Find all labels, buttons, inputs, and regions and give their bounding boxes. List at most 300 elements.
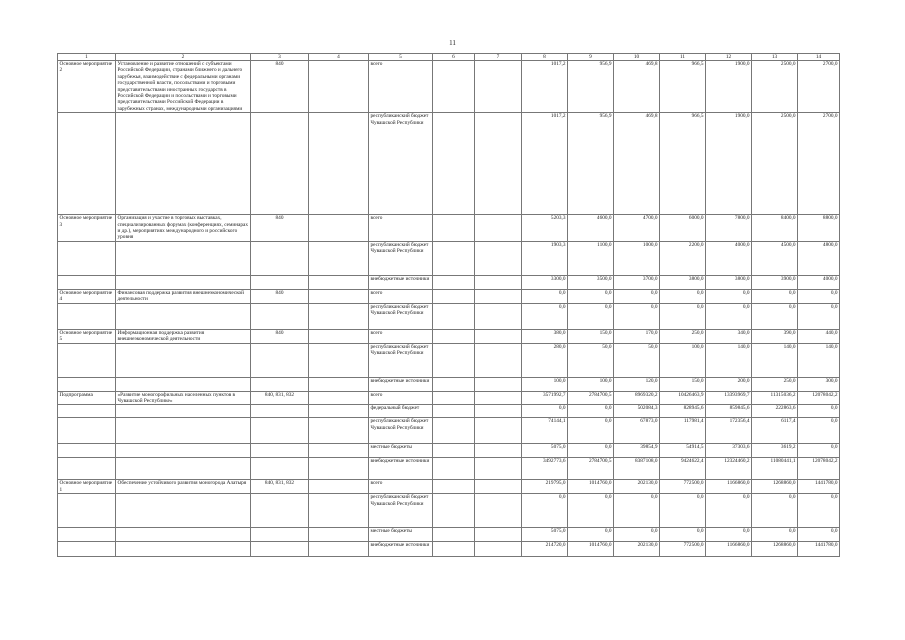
cell-c4 bbox=[309, 113, 369, 215]
cell-c1 bbox=[58, 241, 116, 275]
cell-c5: всего bbox=[369, 391, 433, 405]
cell-c2 bbox=[116, 458, 251, 480]
cell-c6 bbox=[433, 494, 475, 528]
table-row bbox=[58, 405, 840, 418]
value-cell: 4500,0 bbox=[752, 241, 798, 275]
cell-c7 bbox=[475, 289, 522, 303]
cell-c1 bbox=[58, 458, 116, 480]
cell-c6 bbox=[433, 215, 475, 242]
value-cell: 0,0 bbox=[752, 494, 798, 528]
table-row bbox=[58, 215, 840, 242]
value-cell: 12078042,2 bbox=[798, 458, 840, 480]
value-cell: 0,0 bbox=[568, 494, 614, 528]
value-cell: 0,0 bbox=[660, 303, 706, 329]
cell-c7 bbox=[475, 61, 522, 113]
cell-c1: Основное мероприятие 2 bbox=[58, 61, 116, 113]
cell-c1: Основное мероприятие 3 bbox=[58, 215, 116, 242]
value-cell: 1166860,0 bbox=[706, 542, 752, 557]
column-number: 13 bbox=[752, 54, 798, 61]
cell-c7 bbox=[475, 542, 522, 557]
cell-c3 bbox=[251, 377, 309, 391]
column-number: 2 bbox=[116, 54, 251, 61]
value-cell: 5075,0 bbox=[522, 528, 568, 542]
cell-c5: внебюджетные источники bbox=[369, 458, 433, 480]
value-cell: 3571992,7 bbox=[522, 391, 568, 405]
cell-c1 bbox=[58, 113, 116, 215]
cell-c2 bbox=[116, 494, 251, 528]
cell-c6 bbox=[433, 113, 475, 215]
cell-c6 bbox=[433, 329, 475, 343]
cell-c1 bbox=[58, 418, 116, 444]
cell-c5: всего bbox=[369, 215, 433, 242]
value-cell: 2200,0 bbox=[660, 241, 706, 275]
column-number: 7 bbox=[475, 54, 522, 61]
value-cell: 956,9 bbox=[568, 113, 614, 215]
cell-c7 bbox=[475, 528, 522, 542]
cell-c2 bbox=[116, 405, 251, 418]
cell-c3 bbox=[251, 303, 309, 329]
value-cell: 4000,0 bbox=[706, 241, 752, 275]
table-row bbox=[58, 289, 840, 303]
cell-c6 bbox=[433, 391, 475, 405]
table-row bbox=[58, 241, 840, 275]
value-cell: 440,0 bbox=[798, 329, 840, 343]
table-row bbox=[58, 329, 840, 343]
cell-c7 bbox=[475, 113, 522, 215]
value-cell: 0,0 bbox=[752, 303, 798, 329]
value-cell: 8800,0 bbox=[798, 215, 840, 242]
value-cell: 4800,0 bbox=[798, 241, 840, 275]
value-cell: 2500,0 bbox=[752, 61, 798, 113]
cell-c6 bbox=[433, 444, 475, 458]
cell-c2: Установление и развитие отношений с субъектами Российской Федерации, странами ближнего и дальнего зарубежья, взаимодействие с федеральными органами государственной власти, посольствами и торговыми представительствами иностранных государств в Российской Федерации и посольствами и торговыми представительствами Российской Федерации в зарубежных странах, международными организациями bbox=[116, 61, 251, 113]
value-cell: 966,5 bbox=[660, 61, 706, 113]
cell-c1 bbox=[58, 494, 116, 528]
column-number: 5 bbox=[369, 54, 433, 61]
cell-c4 bbox=[309, 289, 369, 303]
cell-c3: 840, 831, 832 bbox=[251, 391, 309, 405]
cell-c3 bbox=[251, 444, 309, 458]
cell-c5: внебюджетные источники bbox=[369, 377, 433, 391]
value-cell: 219795,0 bbox=[522, 480, 568, 494]
value-cell: 6117,4 bbox=[752, 418, 798, 444]
cell-c6 bbox=[433, 289, 475, 303]
cell-c3 bbox=[251, 494, 309, 528]
cell-c2: Информационная поддержка развития внешнеэкономической деятельности bbox=[116, 329, 251, 343]
value-cell: 2700,0 bbox=[798, 61, 840, 113]
cell-c3 bbox=[251, 343, 309, 377]
table-row bbox=[58, 343, 840, 377]
value-cell: 11315036,2 bbox=[752, 391, 798, 405]
table-row bbox=[58, 303, 840, 329]
table-row bbox=[58, 391, 840, 405]
cell-c5: местные бюджеты bbox=[369, 528, 433, 542]
cell-c1 bbox=[58, 303, 116, 329]
cell-c5: республиканский бюджет Чувашской Республики bbox=[369, 303, 433, 329]
cell-c6 bbox=[433, 480, 475, 494]
cell-c5: местные бюджеты bbox=[369, 444, 433, 458]
value-cell: 966,5 bbox=[660, 113, 706, 215]
value-cell: 100,0 bbox=[568, 377, 614, 391]
cell-c5: внебюджетные источники bbox=[369, 542, 433, 557]
cell-c3 bbox=[251, 528, 309, 542]
cell-c7 bbox=[475, 405, 522, 418]
cell-c7 bbox=[475, 303, 522, 329]
cell-c3: 840 bbox=[251, 215, 309, 242]
value-cell: 3500,0 bbox=[568, 275, 614, 289]
value-cell: 222863,6 bbox=[752, 405, 798, 418]
value-cell: 0,0 bbox=[706, 494, 752, 528]
value-cell: 0,0 bbox=[798, 405, 840, 418]
cell-c1 bbox=[58, 528, 116, 542]
table-row bbox=[58, 418, 840, 444]
value-cell: 0,0 bbox=[568, 289, 614, 303]
value-cell: 0,0 bbox=[798, 289, 840, 303]
value-cell: 4600,0 bbox=[568, 215, 614, 242]
cell-c4 bbox=[309, 528, 369, 542]
value-cell: 0,0 bbox=[706, 303, 752, 329]
cell-c6 bbox=[433, 418, 475, 444]
value-cell: 9424622,4 bbox=[660, 458, 706, 480]
value-cell: 0,0 bbox=[568, 528, 614, 542]
value-cell: 1014760,0 bbox=[568, 542, 614, 557]
column-number: 3 bbox=[251, 54, 309, 61]
cell-c2 bbox=[116, 542, 251, 557]
value-cell: 67873,0 bbox=[614, 418, 660, 444]
cell-c4 bbox=[309, 241, 369, 275]
value-cell: 140,0 bbox=[706, 343, 752, 377]
cell-c2: Организация и участие в торговых выставках, специализированных форумах (конференциях, семинарах и др.), мероприятиях международного и российского уровня bbox=[116, 215, 251, 242]
cell-c6 bbox=[433, 343, 475, 377]
value-cell: 2784700,5 bbox=[568, 391, 614, 405]
value-cell: 390,0 bbox=[752, 329, 798, 343]
value-cell: 0,0 bbox=[614, 494, 660, 528]
cell-c4 bbox=[309, 329, 369, 343]
value-cell: 1900,0 bbox=[706, 61, 752, 113]
value-cell: 170,0 bbox=[614, 329, 660, 343]
cell-c6 bbox=[433, 303, 475, 329]
value-cell: 12324460,2 bbox=[706, 458, 752, 480]
value-cell: 8387108,0 bbox=[614, 458, 660, 480]
cell-c4 bbox=[309, 444, 369, 458]
cell-c2: Финансовая поддержка развития внешнеэкономической деятельности bbox=[116, 289, 251, 303]
cell-c4 bbox=[309, 61, 369, 113]
cell-c5: республиканский бюджет Чувашской Республики bbox=[369, 343, 433, 377]
cell-c4 bbox=[309, 418, 369, 444]
cell-c3: 840 bbox=[251, 61, 309, 113]
cell-c5: всего bbox=[369, 289, 433, 303]
value-cell: 0,0 bbox=[614, 289, 660, 303]
value-cell: 140,0 bbox=[752, 343, 798, 377]
cell-c3 bbox=[251, 113, 309, 215]
value-cell: 1268860,0 bbox=[752, 480, 798, 494]
cell-c1: Основное мероприятие 5 bbox=[58, 329, 116, 343]
cell-c7 bbox=[475, 494, 522, 528]
value-cell: 2700,0 bbox=[798, 113, 840, 215]
cell-c6 bbox=[433, 405, 475, 418]
value-cell: 6000,0 bbox=[660, 215, 706, 242]
cell-c6 bbox=[433, 275, 475, 289]
cell-c7 bbox=[475, 215, 522, 242]
value-cell: 250,0 bbox=[752, 377, 798, 391]
value-cell: 859845,6 bbox=[706, 405, 752, 418]
cell-c3 bbox=[251, 241, 309, 275]
value-cell: 3800,0 bbox=[706, 275, 752, 289]
cell-c5: всего bbox=[369, 480, 433, 494]
cell-c7 bbox=[475, 458, 522, 480]
cell-c6 bbox=[433, 61, 475, 113]
table-row bbox=[58, 275, 840, 289]
cell-c4 bbox=[309, 275, 369, 289]
cell-c7 bbox=[475, 444, 522, 458]
value-cell: 50,0 bbox=[568, 343, 614, 377]
value-cell: 5075,0 bbox=[522, 444, 568, 458]
cell-c2 bbox=[116, 275, 251, 289]
cell-c5: всего bbox=[369, 61, 433, 113]
cell-c3 bbox=[251, 458, 309, 480]
cell-c1 bbox=[58, 275, 116, 289]
cell-c6 bbox=[433, 377, 475, 391]
value-cell: 39854,9 bbox=[614, 444, 660, 458]
cell-c2 bbox=[116, 343, 251, 377]
value-cell: 100,0 bbox=[522, 377, 568, 391]
value-cell: 11080441,1 bbox=[752, 458, 798, 480]
value-cell: 0,0 bbox=[568, 444, 614, 458]
cell-c2: «Развитие моногорофильных населенных пунктов в Чувашской Республике» bbox=[116, 391, 251, 405]
value-cell: 0,0 bbox=[706, 528, 752, 542]
column-number: 6 bbox=[433, 54, 475, 61]
value-cell: 0,0 bbox=[568, 303, 614, 329]
value-cell: 0,0 bbox=[798, 444, 840, 458]
cell-c5: республиканский бюджет Чувашской Республики bbox=[369, 241, 433, 275]
cell-c2 bbox=[116, 444, 251, 458]
value-cell: 3900,0 bbox=[752, 275, 798, 289]
cell-c6 bbox=[433, 528, 475, 542]
cell-c4 bbox=[309, 215, 369, 242]
cell-c7 bbox=[475, 480, 522, 494]
column-number: 4 bbox=[309, 54, 369, 61]
cell-c1: Основное мероприятие 4 bbox=[58, 289, 116, 303]
value-cell: 1441780,0 bbox=[798, 480, 840, 494]
value-cell: 4700,0 bbox=[614, 215, 660, 242]
column-number: 10 bbox=[614, 54, 660, 61]
value-cell: 200,0 bbox=[706, 377, 752, 391]
cell-c5: внебюджетные источники bbox=[369, 275, 433, 289]
value-cell: 202130,0 bbox=[614, 480, 660, 494]
cell-c1 bbox=[58, 444, 116, 458]
value-cell: 280,0 bbox=[522, 343, 568, 377]
cell-c3: 840 bbox=[251, 329, 309, 343]
cell-c3 bbox=[251, 542, 309, 557]
value-cell: 140,0 bbox=[798, 343, 840, 377]
value-cell: 150,0 bbox=[568, 329, 614, 343]
cell-c7 bbox=[475, 377, 522, 391]
value-cell: 5203,3 bbox=[522, 215, 568, 242]
cell-c5: республиканский бюджет Чувашской Республики bbox=[369, 494, 433, 528]
cell-c5: федеральный бюджет bbox=[369, 405, 433, 418]
cell-c1 bbox=[58, 405, 116, 418]
cell-c4 bbox=[309, 343, 369, 377]
cell-c6 bbox=[433, 241, 475, 275]
value-cell: 202130,0 bbox=[614, 542, 660, 557]
cell-c6 bbox=[433, 458, 475, 480]
cell-c5: республиканский бюджет Чувашской Республики bbox=[369, 113, 433, 215]
cell-c6 bbox=[433, 542, 475, 557]
cell-c3: 840, 831, 832 bbox=[251, 480, 309, 494]
value-cell: 380,0 bbox=[522, 329, 568, 343]
value-cell: 13393969,7 bbox=[706, 391, 752, 405]
value-cell: 0,0 bbox=[568, 418, 614, 444]
column-number: 1 bbox=[58, 54, 116, 61]
column-number: 8 bbox=[522, 54, 568, 61]
value-cell: 4000,0 bbox=[798, 275, 840, 289]
cell-c7 bbox=[475, 329, 522, 343]
value-cell: 0,0 bbox=[522, 289, 568, 303]
cell-c1 bbox=[58, 343, 116, 377]
cell-c2: Обеспечение устойчивого развития моногорода Алатыря bbox=[116, 480, 251, 494]
value-cell: 469,8 bbox=[614, 113, 660, 215]
value-cell: 150,0 bbox=[660, 377, 706, 391]
cell-c3: 840 bbox=[251, 289, 309, 303]
value-cell: 8400,0 bbox=[752, 215, 798, 242]
value-cell: 74144,1 bbox=[522, 418, 568, 444]
cell-c4 bbox=[309, 391, 369, 405]
cell-c3 bbox=[251, 418, 309, 444]
cell-c1 bbox=[58, 542, 116, 557]
value-cell: 0,0 bbox=[798, 418, 840, 444]
cell-c2 bbox=[116, 113, 251, 215]
value-cell: 956,9 bbox=[568, 61, 614, 113]
budget-table bbox=[57, 53, 840, 557]
value-cell: 8969320,2 bbox=[614, 391, 660, 405]
table-row bbox=[58, 458, 840, 480]
value-cell: 10426463,9 bbox=[660, 391, 706, 405]
cell-c4 bbox=[309, 303, 369, 329]
table-row bbox=[58, 480, 840, 494]
column-number: 11 bbox=[660, 54, 706, 61]
value-cell: 1100,0 bbox=[568, 241, 614, 275]
value-cell: 54914,5 bbox=[660, 444, 706, 458]
value-cell: 0,0 bbox=[522, 303, 568, 329]
cell-c7 bbox=[475, 391, 522, 405]
cell-c7 bbox=[475, 418, 522, 444]
value-cell: 0,0 bbox=[614, 528, 660, 542]
value-cell: 3800,0 bbox=[660, 275, 706, 289]
value-cell: 1000,0 bbox=[614, 241, 660, 275]
value-cell: 1900,0 bbox=[706, 113, 752, 215]
value-cell: 0,0 bbox=[614, 303, 660, 329]
page-number: 11 bbox=[449, 39, 456, 47]
value-cell: 0,0 bbox=[660, 528, 706, 542]
value-cell: 3300,0 bbox=[522, 275, 568, 289]
cell-c1: Подпрограмма bbox=[58, 391, 116, 405]
value-cell: 828945,6 bbox=[660, 405, 706, 418]
value-cell: 0,0 bbox=[798, 303, 840, 329]
value-cell: 214720,0 bbox=[522, 542, 568, 557]
value-cell: 1017,2 bbox=[522, 61, 568, 113]
value-cell: 772500,0 bbox=[660, 542, 706, 557]
value-cell: 7800,0 bbox=[706, 215, 752, 242]
table-row bbox=[58, 542, 840, 557]
value-cell: 0,0 bbox=[798, 494, 840, 528]
cell-c7 bbox=[475, 275, 522, 289]
value-cell: 340,0 bbox=[706, 329, 752, 343]
value-cell: 772500,0 bbox=[660, 480, 706, 494]
cell-c5: республиканский бюджет Чувашской Республики bbox=[369, 418, 433, 444]
value-cell: 120,0 bbox=[614, 377, 660, 391]
value-cell: 50,0 bbox=[614, 343, 660, 377]
cell-c4 bbox=[309, 405, 369, 418]
cell-c4 bbox=[309, 377, 369, 391]
cell-c5: всего bbox=[369, 329, 433, 343]
cell-c7 bbox=[475, 343, 522, 377]
cell-c3 bbox=[251, 275, 309, 289]
column-number-row bbox=[58, 54, 840, 61]
value-cell: 0,0 bbox=[706, 289, 752, 303]
column-number: 12 bbox=[706, 54, 752, 61]
cell-c7 bbox=[475, 241, 522, 275]
cell-c4 bbox=[309, 458, 369, 480]
cell-c2 bbox=[116, 377, 251, 391]
value-cell: 0,0 bbox=[752, 289, 798, 303]
value-cell: 100,0 bbox=[660, 343, 706, 377]
value-cell: 0,0 bbox=[798, 528, 840, 542]
table-row bbox=[58, 444, 840, 458]
value-cell: 1017,2 bbox=[522, 113, 568, 215]
value-cell: 300,0 bbox=[798, 377, 840, 391]
value-cell: 1166860,0 bbox=[706, 480, 752, 494]
table-row bbox=[58, 494, 840, 528]
cell-c2 bbox=[116, 303, 251, 329]
value-cell: 0,0 bbox=[660, 289, 706, 303]
cell-c3 bbox=[251, 405, 309, 418]
value-cell: 2500,0 bbox=[752, 113, 798, 215]
value-cell: 3619,2 bbox=[752, 444, 798, 458]
cell-c2 bbox=[116, 528, 251, 542]
value-cell: 3492773,6 bbox=[522, 458, 568, 480]
value-cell: 1014760,0 bbox=[568, 480, 614, 494]
value-cell: 12078042,2 bbox=[798, 391, 840, 405]
table-row bbox=[58, 61, 840, 113]
value-cell: 0,0 bbox=[568, 405, 614, 418]
value-cell: 117981,4 bbox=[660, 418, 706, 444]
cell-c1: Основное мероприятие 1 bbox=[58, 480, 116, 494]
column-number: 9 bbox=[568, 54, 614, 61]
value-cell: 1268860,0 bbox=[752, 542, 798, 557]
cell-c4 bbox=[309, 494, 369, 528]
cell-c2 bbox=[116, 241, 251, 275]
cell-c1 bbox=[58, 377, 116, 391]
cell-c2 bbox=[116, 418, 251, 444]
value-cell: 0,0 bbox=[660, 494, 706, 528]
value-cell: 37303,6 bbox=[706, 444, 752, 458]
value-cell: 0,0 bbox=[522, 405, 568, 418]
value-cell: 172356,4 bbox=[706, 418, 752, 444]
value-cell: 250,0 bbox=[660, 329, 706, 343]
cell-c4 bbox=[309, 480, 369, 494]
table-row bbox=[58, 528, 840, 542]
table-row bbox=[58, 113, 840, 215]
cell-c4 bbox=[309, 542, 369, 557]
value-cell: 1441780,0 bbox=[798, 542, 840, 557]
value-cell: 469,8 bbox=[614, 61, 660, 113]
value-cell: 0,0 bbox=[522, 494, 568, 528]
value-cell: 2784700,5 bbox=[568, 458, 614, 480]
table-row bbox=[58, 377, 840, 391]
value-cell: 1903,3 bbox=[522, 241, 568, 275]
value-cell: 3700,0 bbox=[614, 275, 660, 289]
column-number: 14 bbox=[798, 54, 840, 61]
